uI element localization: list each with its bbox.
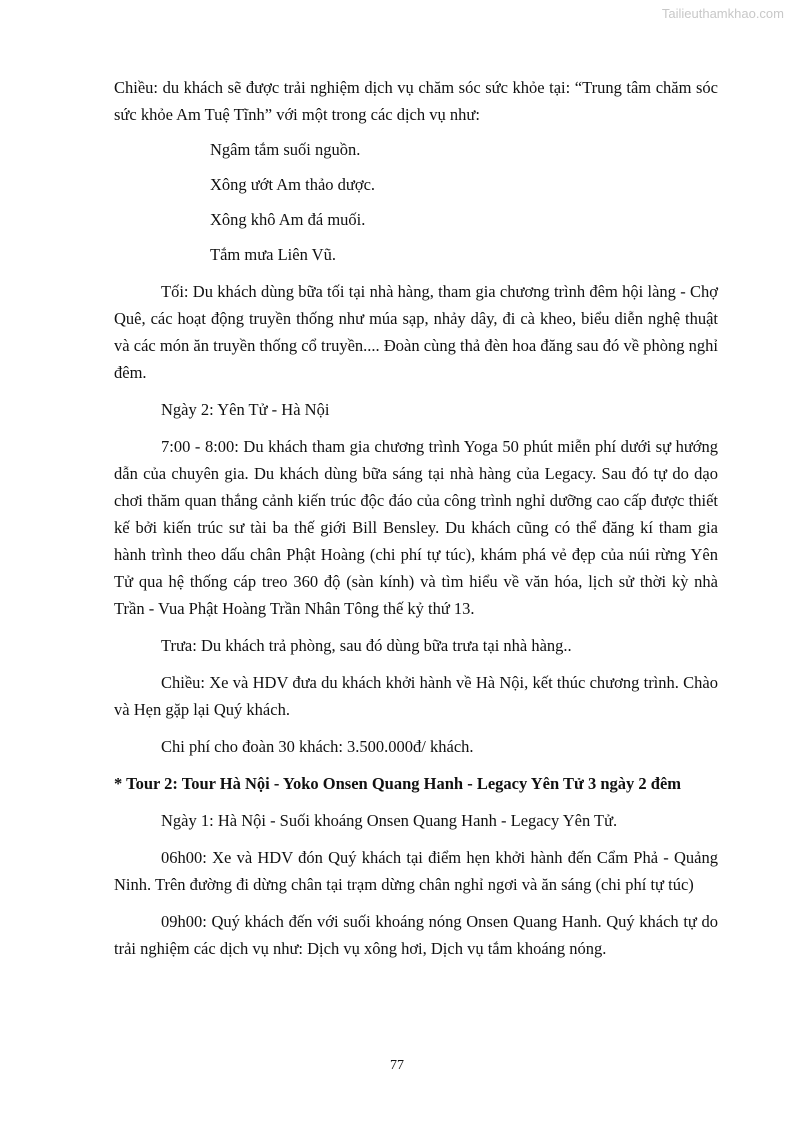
paragraph-noon: Trưa: Du khách trả phòng, sau đó dùng bữa trưa tại nhà hàng.. bbox=[161, 636, 572, 655]
paragraph-afternoon-spa: Chiều: du khách sẽ được trải nghiệm dịch vụ chăm sóc sức khỏe tại: “Trung tâm chăm sóc sức khỏe Am Tuệ Tĩnh” với một trong các dịch vụ như: bbox=[114, 78, 718, 124]
list-item: Ngâm tắm suối nguồn. bbox=[210, 140, 361, 159]
paragraph-return: Chiều: Xe và HDV đưa du khách khởi hành về Hà Nội, kết thúc chương trình. Chào và Hẹn gặp lại Quý khách. bbox=[114, 673, 718, 719]
paragraph-0600: 06h00: Xe và HDV đón Quý khách tại điểm hẹn khởi hành đến Cẩm Phả - Quảng Ninh. Trên đường đi dừng chân tại trạm dừng chân nghỉ ngơi và ăn sáng (chi phí tự túc) bbox=[114, 848, 718, 894]
paragraph-tour2-day-1: Ngày 1: Hà Nội - Suối khoáng Onsen Quang Hanh - Legacy Yên Tử. bbox=[161, 811, 618, 830]
paragraph-0900: 09h00: Quý khách đến với suối khoáng nóng Onsen Quang Hanh. Quý khách tự do trải nghiệm các dịch vụ như: Dịch vụ xông hơi, Dịch vụ tắm khoáng nóng. bbox=[114, 912, 718, 958]
page-number: 77 bbox=[390, 1058, 404, 1073]
watermark: Tailieuthamkhao.com bbox=[661, 6, 784, 21]
paragraph-day-2: Ngày 2: Yên Tử - Hà Nội bbox=[161, 400, 330, 419]
paragraph-cost: Chi phí cho đoàn 30 khách: 3.500.000đ/ khách. bbox=[161, 737, 474, 756]
document-body bbox=[114, 74, 718, 962]
section-heading-tour-2: * Tour 2: Tour Hà Nội - Yoko Onsen Quang Hanh - Legacy Yên Tử 3 ngày 2 đêm bbox=[114, 774, 682, 793]
list-item: Xông ướt Am thảo dược. bbox=[210, 175, 376, 194]
list-item: Tắm mưa Liên Vũ. bbox=[210, 245, 336, 264]
paragraph-evening: Tối: Du khách dùng bữa tối tại nhà hàng, tham gia chương trình đêm hội làng - Chợ Quê, các hoạt động truyền thống như múa sạp, nhảy dây, đi cà kheo, biểu diễn nghệ thuật và các món ăn truyền thống cổ truyền.... Đoàn cùng thả đèn hoa đăng sau đó về phòng nghỉ đêm. bbox=[114, 282, 718, 382]
list-item: Xông khô Am đá muối. bbox=[210, 210, 366, 229]
paragraph-morning-yoga: 7:00 - 8:00: Du khách tham gia chương trình Yoga 50 phút miễn phí dưới sự hướng dẫn của chuyên gia. Du khách dùng bữa sáng tại nhà hàng của Legacy. Sau đó tự do dạo chơi thăm quan thắng cảnh kiến trúc độc đáo của công trình nghỉ dưỡng cao cấp được thiết kế bởi kiến trúc sư tài ba thế giới Bill Bensley. Du khách cũng có thể đăng kí tham gia hành trình theo dấu chân Phật Hoàng (chi phí tự túc), khám phá vẻ đẹp của núi rừng Yên Tử qua hệ thống cáp treo 360 độ (sàn kính) và tìm hiểu về văn hóa, lịch sử thời kỳ nhà Trần - Vua Phật Hoàng Trần Nhân Tông thế kỷ thứ 13. bbox=[114, 437, 718, 618]
